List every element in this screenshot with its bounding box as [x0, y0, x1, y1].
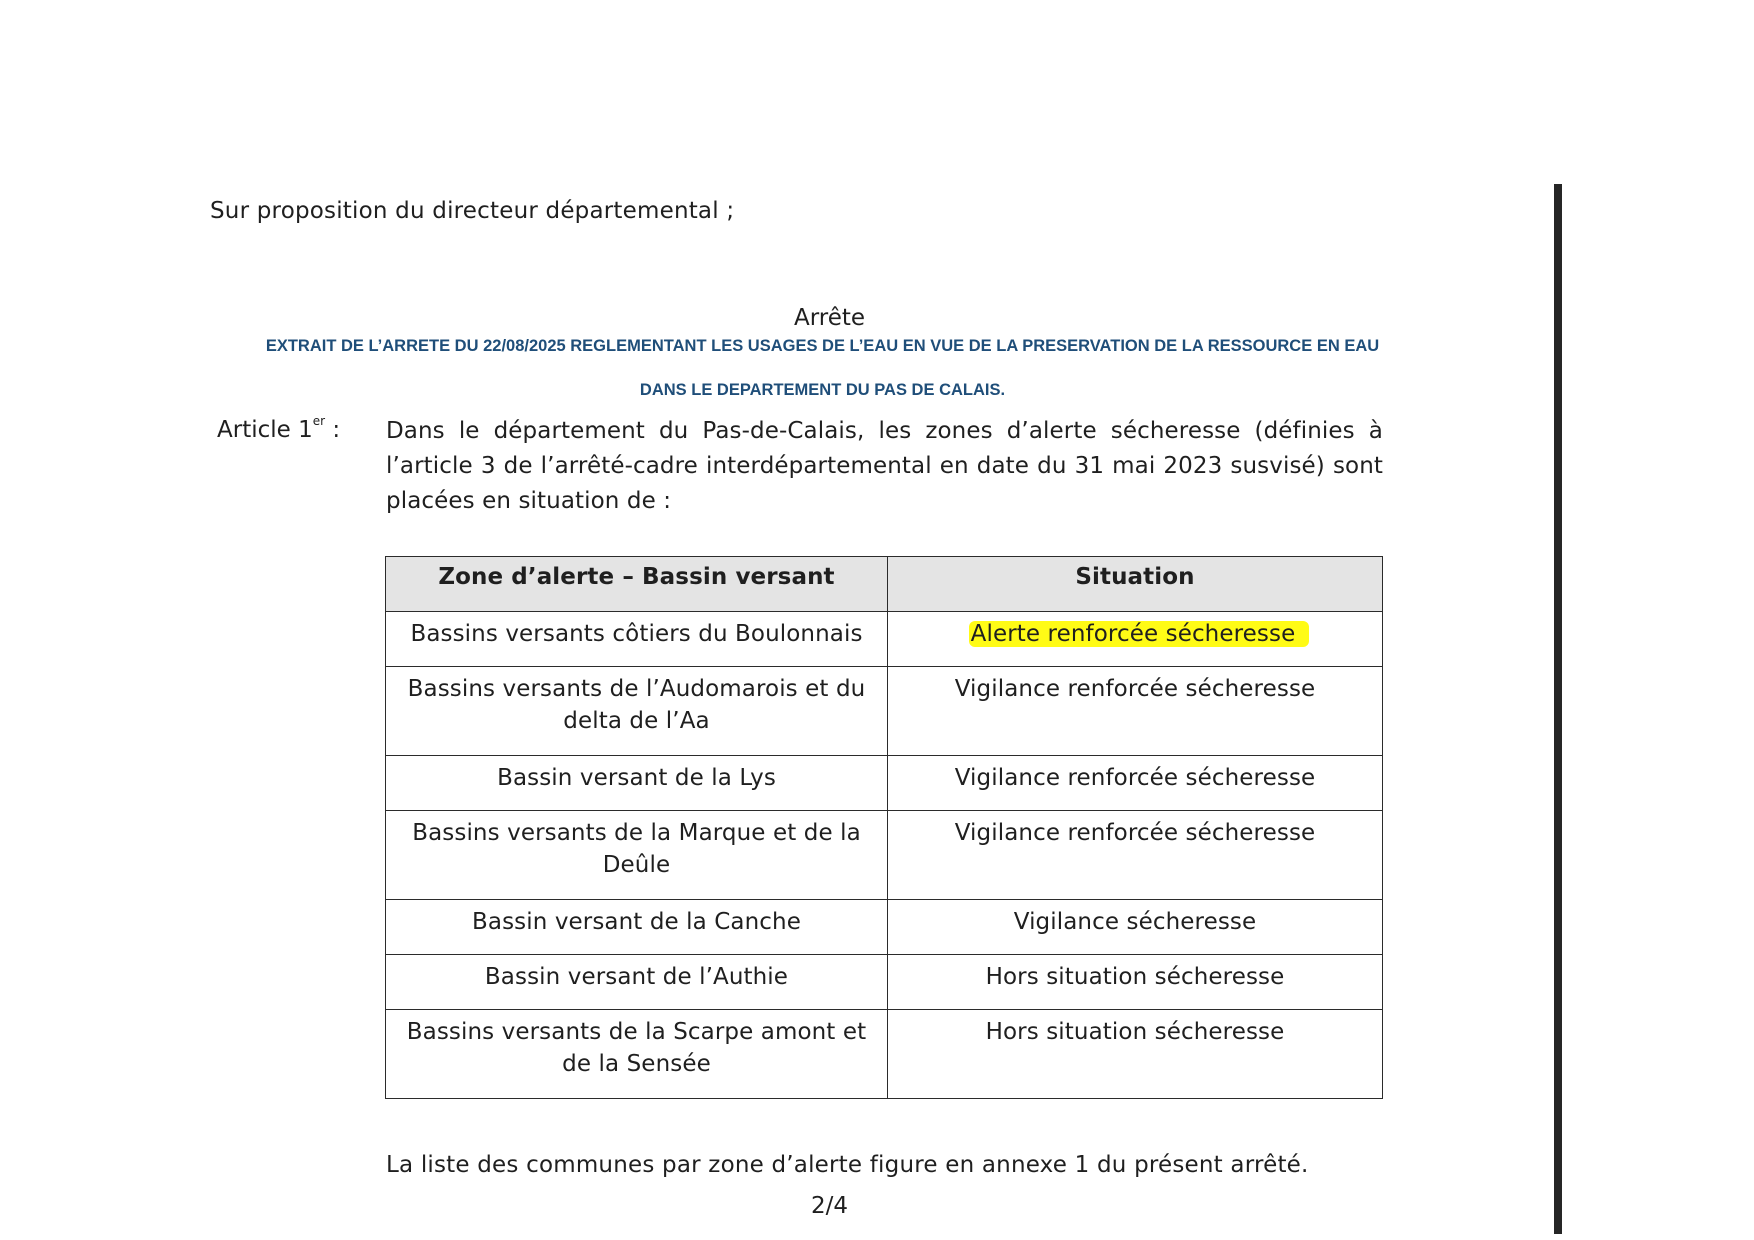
zone-cell: Bassins versants de l’Audomarois et du delta de l’Aa	[386, 667, 888, 756]
alert-zones-table	[385, 556, 1383, 1099]
article-label-superscript: er	[312, 414, 326, 428]
highlighted-situation: Alerte renforcée sécheresse	[969, 621, 1310, 647]
situation-cell: Hors situation sécheresse	[888, 955, 1383, 1010]
article-label-colon: :	[325, 417, 341, 443]
column-header-zone: Zone d’alerte – Bassin versant	[386, 557, 888, 612]
table-header-row	[386, 557, 1383, 612]
situation-cell: Vigilance sécheresse	[888, 900, 1383, 955]
decree-heading: Arrête	[793, 305, 866, 331]
intro-text: Sur proposition du directeur départemental ;	[210, 198, 735, 224]
zone-cell: Bassins versants de la Scarpe amont et de la Sensée	[386, 1010, 888, 1099]
extract-title-line-1: EXTRAIT DE L’ARRETE DU 22/08/2025 REGLEMENTANT LES USAGES DE L’EAU EN VUE DE LA PRESERVATION DE LA RESSOURCE EN EAU	[265, 337, 1380, 355]
zone-cell: Bassin versant de l’Authie	[386, 955, 888, 1010]
situation-cell: Vigilance renforcée sécheresse	[888, 811, 1383, 900]
table-row	[386, 612, 1383, 667]
column-header-situation: Situation	[888, 557, 1383, 612]
zone-cell: Bassin versant de la Lys	[386, 756, 888, 811]
situation-cell: Vigilance renforcée sécheresse	[888, 667, 1383, 756]
table-row	[386, 955, 1383, 1010]
table-row	[386, 811, 1383, 900]
situation-cell	[888, 612, 1383, 667]
extract-title-line-2: DANS LE DEPARTEMENT DU PAS DE CALAIS.	[639, 381, 1006, 399]
situation-cell: Vigilance renforcée sécheresse	[888, 756, 1383, 811]
scan-edge-bar	[1554, 184, 1562, 1234]
zone-cell: Bassins versants côtiers du Boulonnais	[386, 612, 888, 667]
page-number: 2/4	[810, 1193, 848, 1219]
zone-cell: Bassins versants de la Marque et de la Deûle	[386, 811, 888, 900]
table-row	[386, 667, 1383, 756]
annex-note: La liste des communes par zone d’alerte figure en annexe 1 du présent arrêté.	[386, 1152, 1309, 1178]
article-label	[217, 414, 341, 443]
situation-cell: Hors situation sécheresse	[888, 1010, 1383, 1099]
zone-cell: Bassin versant de la Canche	[386, 900, 888, 955]
table-row	[386, 756, 1383, 811]
table-row	[386, 1010, 1383, 1099]
table-row	[386, 900, 1383, 955]
article-label-text: Article 1	[217, 417, 313, 443]
article-body: Dans le département du Pas-de-Calais, les zones d’alerte sécheresse (définies à l’article 3 de l’arrêté-cadre interdépartemental en date du 31 mai 2023 susvisé) sont placées en situation de :	[386, 418, 1383, 514]
